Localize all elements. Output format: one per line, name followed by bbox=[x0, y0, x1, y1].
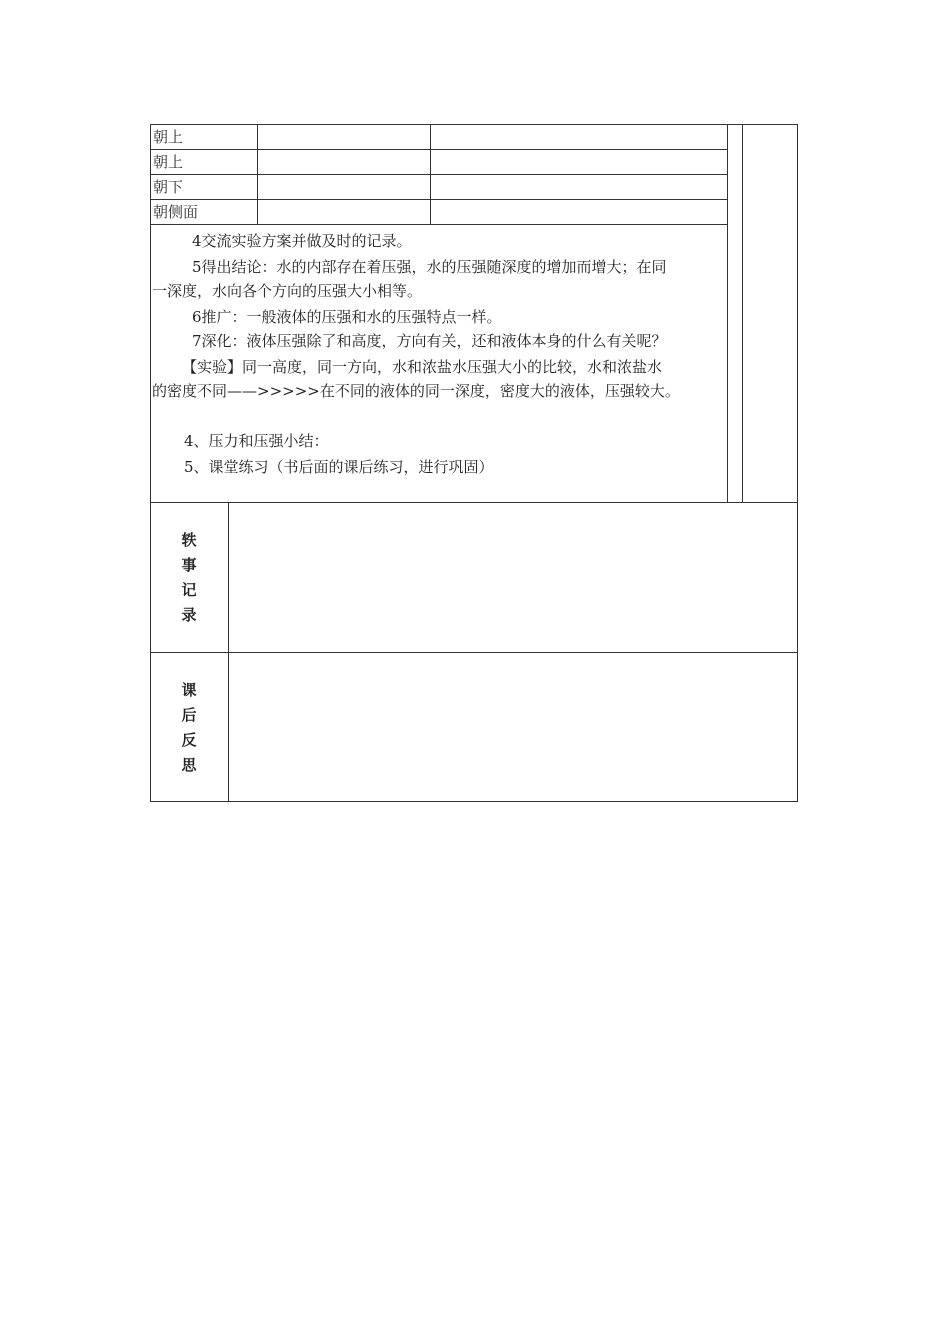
direction-cell: 朝上 bbox=[151, 150, 258, 175]
direction-record-table bbox=[150, 124, 728, 225]
record-cell bbox=[431, 150, 728, 175]
practice-text: 5、课堂练习（书后面的课后练习，进行巩固） bbox=[184, 458, 494, 476]
step-6-text: 6推广：一般液体的压强和水的压强特点一样。 bbox=[192, 308, 502, 326]
table-row bbox=[151, 200, 728, 225]
direction-cell: 朝上 bbox=[151, 125, 258, 150]
upper-right-divider-outer bbox=[742, 124, 743, 502]
anecdote-record-label bbox=[150, 528, 228, 628]
direction-cell: 朝下 bbox=[151, 175, 258, 200]
label-char: 事 bbox=[181, 556, 197, 574]
label-char: 轶 bbox=[181, 531, 197, 549]
table-row bbox=[151, 125, 728, 150]
summary-text: 4、压力和压强小结： bbox=[184, 432, 329, 450]
label-column-divider bbox=[228, 502, 229, 802]
record-cell bbox=[431, 200, 728, 225]
step-4-text: 4交流实验方案并做及时的记录。 bbox=[192, 232, 412, 250]
table-row bbox=[151, 175, 728, 200]
step-5-line-2: 一深度，水向各个方向的压强大小相等。 bbox=[152, 282, 423, 300]
label-char: 录 bbox=[181, 606, 197, 624]
record-cell bbox=[258, 125, 431, 150]
step-5-line-1: 5得出结论：水的内部存在着压强，水的压强随深度的增加而增大；在同 bbox=[192, 258, 667, 276]
label-char: 后 bbox=[181, 706, 197, 724]
record-cell bbox=[431, 125, 728, 150]
record-cell bbox=[258, 175, 431, 200]
direction-cell: 朝侧面 bbox=[151, 200, 258, 225]
label-char: 课 bbox=[181, 681, 197, 699]
after-class-reflection-label bbox=[150, 678, 228, 778]
record-cell bbox=[258, 200, 431, 225]
record-cell bbox=[431, 175, 728, 200]
record-cell bbox=[258, 150, 431, 175]
step-7-text: 7深化：液体压强除了和高度，方向有关，还和液体本身的什么有关呢？ bbox=[192, 332, 667, 350]
label-char: 反 bbox=[181, 731, 197, 749]
experiment-line-1: 【实验】同一高度，同一方向，水和浓盐水压强大小的比较，水和浓盐水 bbox=[182, 358, 663, 376]
table-row bbox=[151, 150, 728, 175]
label-char: 思 bbox=[181, 756, 197, 774]
section-divider-1 bbox=[150, 502, 798, 503]
label-char: 记 bbox=[181, 581, 197, 599]
section-divider-2 bbox=[150, 652, 798, 653]
experiment-line-2: 的密度不同——>>>>>在不同的液体的同一深度，密度大的液体，压强较大。 bbox=[152, 382, 680, 400]
